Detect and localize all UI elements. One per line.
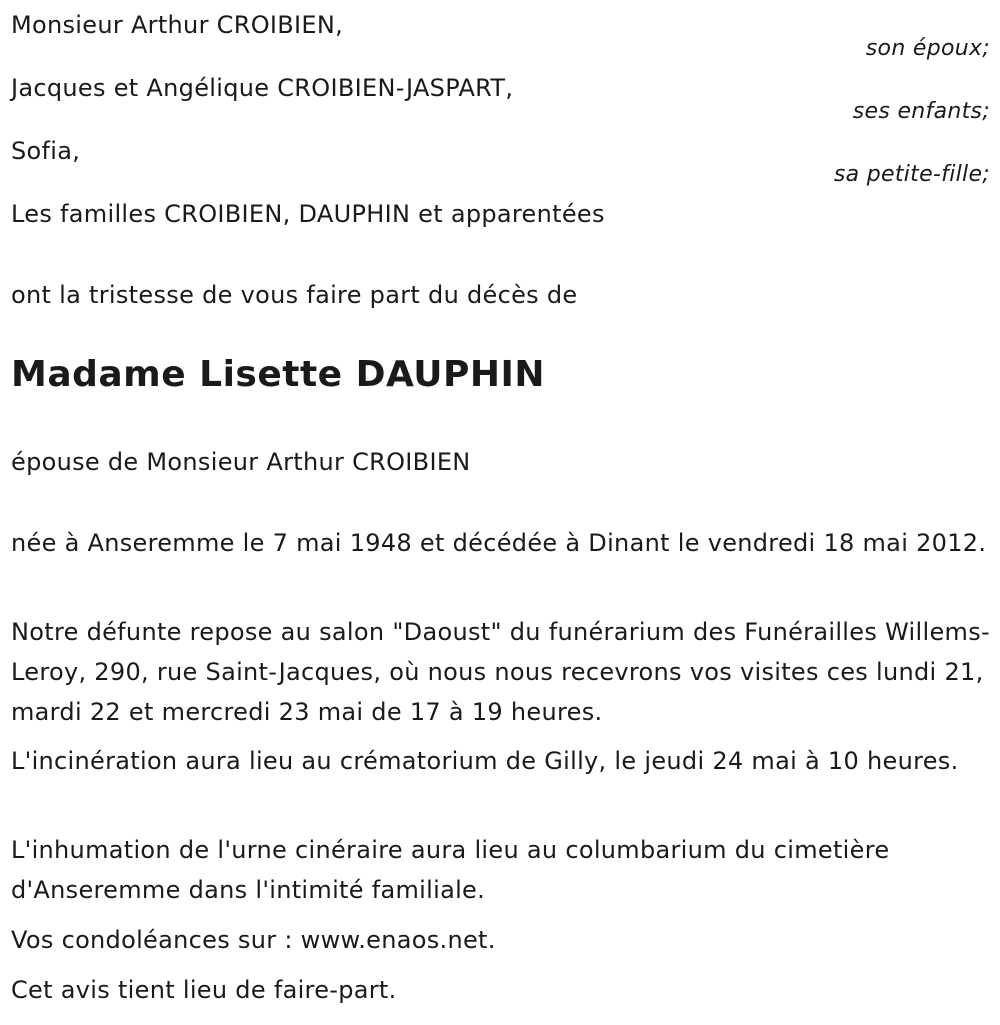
condolences-paragraph: Vos condoléances sur : www.enaos.net. [11, 926, 496, 954]
family-name-3: Sofia, [11, 137, 81, 165]
announcement-text: ont la tristesse de vous faire part du décès de [11, 281, 578, 309]
family-relation-3: sa petite-fille; [833, 162, 990, 187]
family-relation-1: son époux; [865, 36, 990, 61]
family-name-1: Monsieur Arthur CROIBIEN, [11, 11, 344, 39]
inurnment-paragraph: L'inhumation de l'urne cinéraire aura lieu au columbarium du cimetière d'Anseremme dans l'intimité familiale. [11, 836, 890, 904]
family-name-2: Jacques et Angélique CROIBIEN-JASPART, [11, 74, 514, 102]
spouse-line: épouse de Monsieur Arthur CROIBIEN [11, 448, 471, 476]
birth-death-paragraph: née à Anseremme le 7 mai 1948 et décédée à Dinant le vendredi 18 mai 2012. [11, 529, 987, 557]
cremation-paragraph: L'incinération aura lieu au crématorium de Gilly, le jeudi 24 mai à 10 heures. [11, 747, 959, 775]
deceased-name: Madame Lisette DAUPHIN [11, 354, 546, 395]
family-name-4: Les familles CROIBIEN, DAUPHIN et apparentées [11, 200, 605, 228]
visitation-paragraph: Notre défunte repose au salon "Daoust" du funérarium des Funérailles Willems-Leroy, 290, rue Saint-Jacques, où nous nous recevrons vos visites ces lundi 21, mardi 22 et mercredi 23 mai de 17 à 19 heures. [11, 618, 990, 726]
family-relation-2: ses enfants; [852, 99, 990, 124]
notice-paragraph: Cet avis tient lieu de faire-part. [11, 976, 397, 1004]
